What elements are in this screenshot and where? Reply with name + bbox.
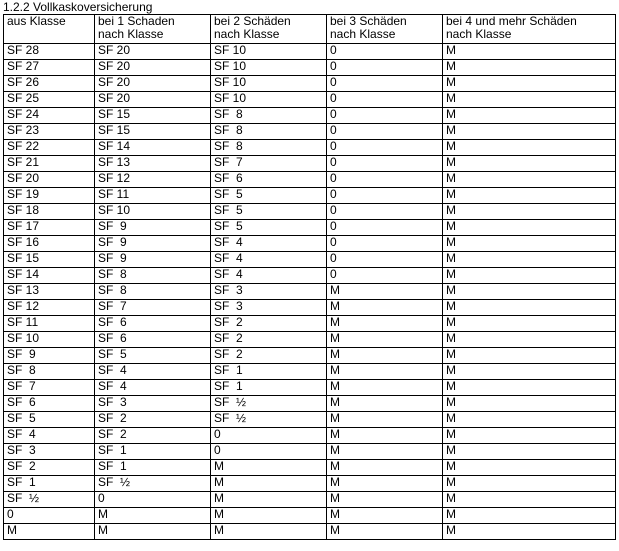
header-one-claim: bei 1 Schaden nach Klasse [95,15,211,44]
cell-two-claims: M [211,476,327,492]
cell-one-claim: 0 [95,492,211,508]
cell-three-claims: 0 [327,252,443,268]
cell-from-class: SF 12 [4,300,95,316]
table-row [4,252,616,268]
cell-four-plus-claims: M [443,124,616,140]
cell-two-claims: SF 8 [211,108,327,124]
cell-two-claims: SF ½ [211,412,327,428]
cell-three-claims: M [327,524,443,540]
cell-two-claims: SF ½ [211,396,327,412]
cell-four-plus-claims: M [443,476,616,492]
table-row [4,524,616,540]
cell-from-class: SF 24 [4,108,95,124]
cell-four-plus-claims: M [443,188,616,204]
cell-from-class: SF 15 [4,252,95,268]
cell-from-class: SF 11 [4,316,95,332]
cell-two-claims: SF 10 [211,60,327,76]
cell-one-claim: SF 15 [95,108,211,124]
cell-one-claim: SF 6 [95,316,211,332]
cell-one-claim: SF ½ [95,476,211,492]
cell-two-claims: SF 5 [211,188,327,204]
cell-four-plus-claims: M [443,172,616,188]
table-row [4,364,616,380]
cell-one-claim: SF 4 [95,380,211,396]
table-row [4,492,616,508]
table-row [4,60,616,76]
cell-three-claims: 0 [327,172,443,188]
cell-four-plus-claims: M [443,412,616,428]
cell-two-claims: SF 10 [211,92,327,108]
cell-three-claims: M [327,444,443,460]
cell-one-claim: SF 2 [95,428,211,444]
cell-two-claims: SF 5 [211,220,327,236]
cell-two-claims: 0 [211,444,327,460]
cell-two-claims: SF 1 [211,380,327,396]
cell-one-claim: SF 8 [95,268,211,284]
table-row [4,348,616,364]
cell-two-claims: M [211,524,327,540]
cell-three-claims: M [327,332,443,348]
table-row [4,140,616,156]
cell-from-class: SF 3 [4,444,95,460]
cell-one-claim: SF 2 [95,412,211,428]
cell-three-claims: 0 [327,44,443,60]
cell-three-claims: M [327,508,443,524]
cell-three-claims: M [327,492,443,508]
cell-two-claims: SF 10 [211,76,327,92]
cell-four-plus-claims: M [443,380,616,396]
cell-three-claims: M [327,300,443,316]
table-row [4,428,616,444]
table-row [4,172,616,188]
table-row [4,268,616,284]
cell-two-claims: SF 2 [211,316,327,332]
cell-three-claims: 0 [327,60,443,76]
cell-from-class: SF 22 [4,140,95,156]
cell-three-claims: 0 [327,268,443,284]
table-row [4,476,616,492]
cell-three-claims: M [327,476,443,492]
cell-one-claim: SF 20 [95,60,211,76]
section-title: 1.2.2 Vollkaskoversicherung [3,0,153,14]
table-row [4,396,616,412]
cell-from-class: SF 16 [4,236,95,252]
cell-from-class: SF 5 [4,412,95,428]
cell-from-class: SF 7 [4,380,95,396]
cell-four-plus-claims: M [443,44,616,60]
cell-from-class: SF ½ [4,492,95,508]
header-four-plus-claims: bei 4 und mehr Schäden nach Klasse [443,15,616,44]
cell-four-plus-claims: M [443,92,616,108]
cell-three-claims: 0 [327,76,443,92]
cell-three-claims: 0 [327,204,443,220]
cell-from-class: SF 20 [4,172,95,188]
cell-four-plus-claims: M [443,396,616,412]
cell-three-claims: M [327,428,443,444]
cell-three-claims: 0 [327,124,443,140]
table-row [4,220,616,236]
cell-two-claims: SF 4 [211,268,327,284]
cell-four-plus-claims: M [443,108,616,124]
cell-from-class: SF 23 [4,124,95,140]
cell-two-claims: SF 8 [211,140,327,156]
cell-from-class: SF 25 [4,92,95,108]
cell-three-claims: M [327,412,443,428]
table-row [4,108,616,124]
cell-four-plus-claims: M [443,284,616,300]
cell-one-claim: SF 12 [95,172,211,188]
table-row [4,444,616,460]
cell-from-class: SF 10 [4,332,95,348]
cell-four-plus-claims: M [443,332,616,348]
cell-two-claims: SF 1 [211,364,327,380]
table-row [4,92,616,108]
cell-from-class: SF 21 [4,156,95,172]
cell-four-plus-claims: M [443,236,616,252]
table-row [4,204,616,220]
table-row [4,316,616,332]
cell-from-class: SF 2 [4,460,95,476]
table-row [4,380,616,396]
cell-one-claim: SF 9 [95,220,211,236]
cell-one-claim: SF 4 [95,364,211,380]
cell-one-claim: SF 9 [95,236,211,252]
cell-four-plus-claims: M [443,316,616,332]
cell-one-claim: SF 6 [95,332,211,348]
cell-three-claims: M [327,460,443,476]
cell-one-claim: SF 1 [95,444,211,460]
table-row [4,300,616,316]
table-body [4,44,616,540]
cell-one-claim: SF 20 [95,44,211,60]
cell-from-class: SF 17 [4,220,95,236]
cell-one-claim: SF 15 [95,124,211,140]
cell-two-claims: SF 4 [211,236,327,252]
cell-one-claim: SF 14 [95,140,211,156]
table-row [4,124,616,140]
cell-one-claim: SF 20 [95,76,211,92]
cell-from-class: SF 26 [4,76,95,92]
cell-four-plus-claims: M [443,140,616,156]
cell-two-claims: SF 3 [211,284,327,300]
cell-four-plus-claims: M [443,364,616,380]
cell-from-class: SF 28 [4,44,95,60]
cell-three-claims: 0 [327,188,443,204]
table-row [4,44,616,60]
cell-three-claims: 0 [327,236,443,252]
cell-two-claims: SF 7 [211,156,327,172]
cell-four-plus-claims: M [443,220,616,236]
cell-four-plus-claims: M [443,76,616,92]
table-row [4,412,616,428]
cell-four-plus-claims: M [443,252,616,268]
cell-two-claims: SF 4 [211,252,327,268]
cell-from-class: SF 4 [4,428,95,444]
cell-two-claims: SF 8 [211,124,327,140]
cell-three-claims: 0 [327,156,443,172]
table-row [4,76,616,92]
cell-from-class: SF 19 [4,188,95,204]
header-three-claims: bei 3 Schäden nach Klasse [327,15,443,44]
cell-one-claim: SF 1 [95,460,211,476]
cell-four-plus-claims: M [443,524,616,540]
cell-from-class: SF 18 [4,204,95,220]
sf-class-table [3,14,616,540]
cell-two-claims: SF 5 [211,204,327,220]
cell-three-claims: M [327,364,443,380]
table-row [4,508,616,524]
cell-three-claims: 0 [327,220,443,236]
cell-three-claims: 0 [327,140,443,156]
cell-four-plus-claims: M [443,428,616,444]
cell-one-claim: SF 7 [95,300,211,316]
cell-two-claims: SF 2 [211,332,327,348]
cell-four-plus-claims: M [443,460,616,476]
cell-from-class: SF 27 [4,60,95,76]
cell-from-class: M [4,524,95,540]
header-two-claims: bei 2 Schäden nach Klasse [211,15,327,44]
table-row [4,236,616,252]
cell-three-claims: 0 [327,92,443,108]
cell-two-claims: SF 2 [211,348,327,364]
cell-four-plus-claims: M [443,60,616,76]
cell-three-claims: M [327,284,443,300]
cell-four-plus-claims: M [443,492,616,508]
cell-three-claims: M [327,380,443,396]
cell-two-claims: M [211,492,327,508]
cell-two-claims: M [211,508,327,524]
cell-from-class: SF 14 [4,268,95,284]
cell-one-claim: SF 20 [95,92,211,108]
table-row [4,284,616,300]
cell-three-claims: M [327,316,443,332]
cell-one-claim: SF 3 [95,396,211,412]
cell-three-claims: M [327,348,443,364]
table-row [4,460,616,476]
cell-from-class: 0 [4,508,95,524]
cell-four-plus-claims: M [443,156,616,172]
cell-from-class: SF 13 [4,284,95,300]
cell-one-claim: M [95,508,211,524]
cell-three-claims: 0 [327,108,443,124]
cell-two-claims: SF 10 [211,44,327,60]
cell-four-plus-claims: M [443,268,616,284]
cell-from-class: SF 6 [4,396,95,412]
cell-two-claims: SF 6 [211,172,327,188]
cell-from-class: SF 8 [4,364,95,380]
header-row [4,15,616,44]
table-row [4,188,616,204]
cell-two-claims: 0 [211,428,327,444]
cell-four-plus-claims: M [443,204,616,220]
cell-one-claim: M [95,524,211,540]
cell-one-claim: SF 11 [95,188,211,204]
cell-one-claim: SF 5 [95,348,211,364]
cell-two-claims: M [211,460,327,476]
cell-two-claims: SF 3 [211,300,327,316]
cell-one-claim: SF 8 [95,284,211,300]
cell-four-plus-claims: M [443,348,616,364]
cell-from-class: SF 1 [4,476,95,492]
header-from-class: aus Klasse [4,15,95,44]
cell-one-claim: SF 10 [95,204,211,220]
cell-four-plus-claims: M [443,508,616,524]
cell-one-claim: SF 9 [95,252,211,268]
cell-four-plus-claims: M [443,300,616,316]
cell-four-plus-claims: M [443,444,616,460]
cell-one-claim: SF 13 [95,156,211,172]
table-row [4,156,616,172]
cell-from-class: SF 9 [4,348,95,364]
table-row [4,332,616,348]
cell-three-claims: M [327,396,443,412]
